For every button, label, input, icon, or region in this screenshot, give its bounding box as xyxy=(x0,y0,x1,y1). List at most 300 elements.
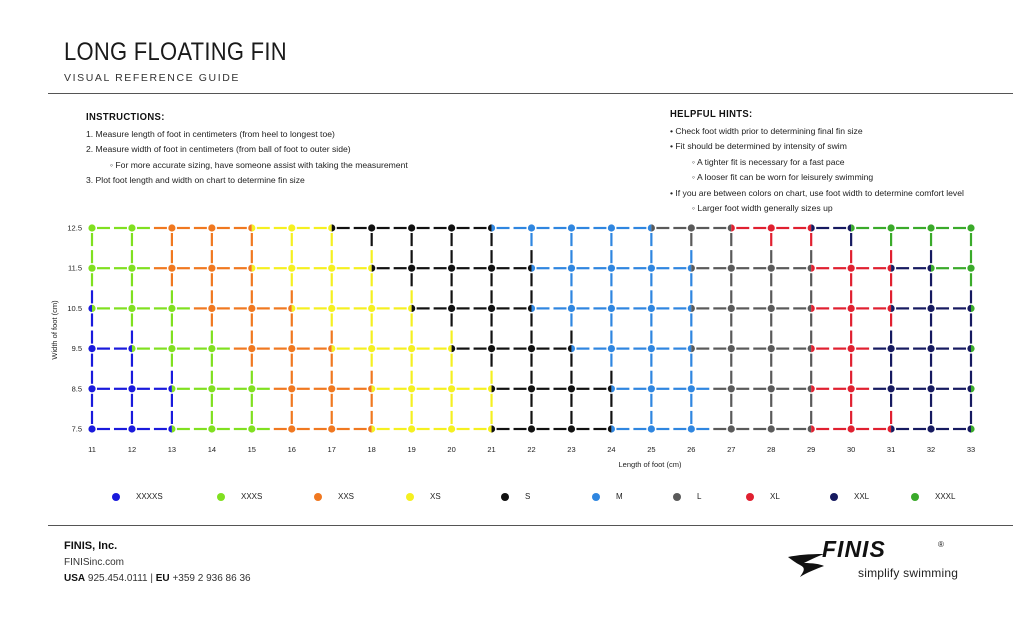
data-point-left-half xyxy=(448,345,452,352)
data-point-split xyxy=(128,345,135,352)
hint-subitem: ◦ Larger foot width generally sizes up xyxy=(692,203,833,213)
data-point xyxy=(88,425,95,432)
instruction-item: 2. Measure width of foot in centimeters (from ball of foot to outer side) xyxy=(86,144,351,154)
data-point-left-half xyxy=(528,265,532,272)
data-point-left-half xyxy=(688,265,692,272)
data-point-right-half xyxy=(811,385,815,392)
data-point-right-half xyxy=(172,385,176,392)
data-point xyxy=(128,385,135,392)
legend-swatch xyxy=(501,493,509,501)
instruction-item: 3. Plot foot length and width on chart to determine fin size xyxy=(86,175,305,185)
data-point xyxy=(408,385,415,392)
data-point xyxy=(208,305,215,312)
data-point-right-half xyxy=(691,305,695,312)
data-point-right-half xyxy=(731,224,735,231)
legend-item-xxxl xyxy=(911,492,955,501)
data-point-right-half xyxy=(811,425,815,432)
legend-label: XXXS xyxy=(241,492,263,501)
x-tick-label: 30 xyxy=(846,445,856,454)
legend-label: S xyxy=(525,492,531,501)
data-point xyxy=(648,345,655,352)
data-point xyxy=(248,345,255,352)
data-point xyxy=(88,345,95,352)
x-tick-label: 13 xyxy=(167,445,177,454)
x-tick-label: 28 xyxy=(767,445,776,454)
data-point-left-half xyxy=(488,224,492,231)
x-tick-label: 12 xyxy=(127,445,137,454)
data-point xyxy=(328,385,335,392)
data-point-left-half xyxy=(808,425,812,432)
data-point-left-half xyxy=(168,385,172,392)
data-point-left-half xyxy=(608,425,612,432)
data-point-right-half xyxy=(452,345,456,352)
data-point xyxy=(927,385,934,392)
data-point-split xyxy=(168,425,175,432)
data-point-right-half xyxy=(412,305,416,312)
data-point-left-half xyxy=(368,385,372,392)
data-point xyxy=(168,265,175,272)
data-point-left-half xyxy=(887,425,891,432)
data-point-split xyxy=(887,425,894,432)
data-point-right-half xyxy=(172,425,176,432)
data-point-left-half xyxy=(488,425,492,432)
data-point-split xyxy=(488,224,495,231)
data-point xyxy=(568,425,575,432)
data-point xyxy=(927,425,934,432)
y-tick-label: 10.5 xyxy=(67,303,82,313)
data-point-left-half xyxy=(528,305,532,312)
data-point-right-half xyxy=(811,224,815,231)
data-point-split xyxy=(408,305,415,312)
hints-heading: HELPFUL HINTS: xyxy=(670,108,753,120)
data-point xyxy=(927,345,934,352)
data-point xyxy=(288,345,295,352)
data-point-split xyxy=(168,385,175,392)
x-tick-label: 31 xyxy=(886,445,896,454)
data-point xyxy=(168,224,175,231)
legend-item-xl xyxy=(746,492,780,501)
data-point-right-half xyxy=(971,345,975,352)
data-point-left-half xyxy=(848,224,852,231)
data-point xyxy=(728,305,735,312)
data-point-left-half xyxy=(248,265,252,272)
data-point-left-half xyxy=(887,305,891,312)
data-point-split xyxy=(848,224,855,231)
data-point xyxy=(288,265,295,272)
data-point-right-half xyxy=(811,265,815,272)
legend-label: M xyxy=(616,492,623,501)
data-point-right-half xyxy=(611,425,615,432)
data-point xyxy=(887,385,894,392)
legend-item-xxl xyxy=(830,492,869,501)
data-point-split xyxy=(808,425,815,432)
hint-subitem: ◦ A looser fit can be worn for leisurely swimming xyxy=(692,172,874,182)
data-point-split xyxy=(368,385,375,392)
data-point xyxy=(728,385,735,392)
data-point-split xyxy=(688,345,695,352)
data-point xyxy=(848,385,855,392)
data-point xyxy=(648,265,655,272)
legend-item-xs xyxy=(406,492,441,501)
data-point-left-half xyxy=(608,385,612,392)
data-point xyxy=(408,224,415,231)
data-point xyxy=(288,425,295,432)
data-point xyxy=(288,385,295,392)
data-point xyxy=(848,345,855,352)
eu-phone: +359 2 936 86 36 xyxy=(172,573,251,584)
data-point-right-half xyxy=(372,425,376,432)
x-tick-labels xyxy=(88,445,975,454)
data-point xyxy=(688,224,695,231)
data-point-split xyxy=(688,305,695,312)
company-phones xyxy=(64,573,251,584)
phone-separator: | xyxy=(150,573,153,584)
data-point xyxy=(688,425,695,432)
eu-label: EU xyxy=(155,573,170,584)
logo-swoosh-icon xyxy=(788,554,824,577)
data-point xyxy=(128,224,135,231)
data-point-right-half xyxy=(252,224,256,231)
legend-item-xxxs xyxy=(217,492,262,501)
y-tick-labels xyxy=(67,224,82,434)
data-point-right-half xyxy=(931,265,935,272)
data-point xyxy=(608,305,615,312)
data-point-split xyxy=(248,224,255,231)
data-point-left-half xyxy=(808,385,812,392)
data-point-right-half xyxy=(532,305,536,312)
data-point xyxy=(328,425,335,432)
data-point xyxy=(208,224,215,231)
data-point-left-half xyxy=(888,265,892,272)
y-axis-label: Width of foot (cm) xyxy=(50,300,59,360)
x-tick-label: 17 xyxy=(327,445,336,454)
data-point-left-half xyxy=(288,305,292,312)
data-point-right-half xyxy=(891,265,895,272)
data-point-split xyxy=(688,265,695,272)
legend-swatch xyxy=(314,493,322,501)
y-tick-label: 12.5 xyxy=(67,223,82,233)
data-point xyxy=(168,305,175,312)
data-point xyxy=(648,425,655,432)
data-point-left-half xyxy=(88,305,92,312)
data-point xyxy=(887,224,894,231)
data-point-right-half xyxy=(492,385,496,392)
data-point xyxy=(448,265,455,272)
y-tick-label: 9.5 xyxy=(71,344,82,354)
page-subtitle: VISUAL REFERENCE GUIDE xyxy=(64,72,241,84)
data-point-right-half xyxy=(971,425,975,432)
data-point xyxy=(128,425,135,432)
data-point-split xyxy=(88,305,95,312)
data-point-left-half xyxy=(408,305,412,312)
data-point xyxy=(208,425,215,432)
data-point xyxy=(408,425,415,432)
legend-item-xxxxs xyxy=(112,492,163,501)
x-tick-label: 11 xyxy=(88,445,96,454)
data-point-left-half xyxy=(648,224,652,231)
data-point xyxy=(768,385,775,392)
data-point xyxy=(927,305,934,312)
data-point xyxy=(768,345,775,352)
instruction-item: 1. Measure length of foot in centimeters (from heel to longest toe) xyxy=(86,128,335,139)
data-point xyxy=(608,345,615,352)
data-point xyxy=(728,265,735,272)
data-point-right-half xyxy=(811,305,815,312)
x-tick-label: 33 xyxy=(966,445,976,454)
data-point-right-half xyxy=(891,305,895,312)
x-tick-label: 14 xyxy=(207,445,217,454)
data-point xyxy=(728,425,735,432)
data-point-left-half xyxy=(967,385,971,392)
data-point-split xyxy=(248,265,255,272)
legend-label: XXXL xyxy=(935,492,956,501)
data-point xyxy=(768,224,775,231)
data-point xyxy=(248,425,255,432)
data-point xyxy=(248,305,255,312)
data-point xyxy=(128,305,135,312)
y-tick-label: 7.5 xyxy=(71,424,82,434)
legend-item-s xyxy=(501,492,530,501)
data-point-right-half xyxy=(92,305,96,312)
data-point-right-half xyxy=(811,345,815,352)
data-point xyxy=(448,385,455,392)
data-point xyxy=(128,265,135,272)
data-point xyxy=(568,305,575,312)
data-point-split xyxy=(368,265,375,272)
data-point-split xyxy=(608,385,615,392)
data-point xyxy=(448,224,455,231)
data-point xyxy=(848,305,855,312)
data-point-right-half xyxy=(532,265,536,272)
data-point xyxy=(88,224,95,231)
data-point-right-half xyxy=(891,425,895,432)
x-tick-label: 29 xyxy=(807,445,816,454)
data-point-right-half xyxy=(691,345,695,352)
x-tick-label: 24 xyxy=(607,445,616,454)
data-point-right-half xyxy=(252,265,256,272)
data-point-split xyxy=(808,305,815,312)
x-tick-label: 15 xyxy=(247,445,256,454)
data-point-split xyxy=(448,345,455,352)
hint-item: • Check foot width prior to determining final fin size xyxy=(670,125,863,136)
data-point-right-half xyxy=(332,345,336,352)
logo-registered: ® xyxy=(938,540,944,549)
legend-item-l xyxy=(673,492,701,501)
legend-label: XL xyxy=(770,492,780,501)
data-point xyxy=(688,385,695,392)
data-point-left-half xyxy=(168,425,172,432)
data-point-split xyxy=(648,224,655,231)
data-point-right-half xyxy=(651,224,655,231)
data-point xyxy=(528,385,535,392)
x-tick-label: 20 xyxy=(447,445,456,454)
data-point-left-half xyxy=(368,265,372,272)
data-point xyxy=(488,305,495,312)
x-axis-label: Length of foot (cm) xyxy=(618,460,682,469)
data-point-right-half xyxy=(372,265,376,272)
data-point-left-half xyxy=(808,224,812,231)
data-point-left-half xyxy=(728,224,732,231)
data-point-split xyxy=(967,345,974,352)
legend-label: XXL xyxy=(854,492,870,501)
data-point-split xyxy=(888,265,895,272)
data-point xyxy=(608,224,615,231)
data-point xyxy=(768,425,775,432)
data-point-split xyxy=(887,305,894,312)
instructions-heading: INSTRUCTIONS: xyxy=(86,111,165,123)
x-tick-label: 16 xyxy=(287,445,296,454)
data-point xyxy=(967,224,974,231)
data-point-left-half xyxy=(248,224,252,231)
chart-lines xyxy=(92,228,971,429)
company-name: FINIS, Inc. xyxy=(64,540,118,552)
data-point-right-half xyxy=(492,425,496,432)
data-point xyxy=(368,345,375,352)
y-tick-label: 8.5 xyxy=(71,384,82,394)
data-point-right-half xyxy=(611,385,615,392)
legend-label: XXS xyxy=(338,492,355,501)
data-point xyxy=(568,385,575,392)
data-point xyxy=(368,305,375,312)
data-point xyxy=(208,265,215,272)
legend-swatch xyxy=(406,493,414,501)
data-point-split xyxy=(528,265,535,272)
hint-subitem: ◦ A tighter fit is necessary for a fast pace xyxy=(692,156,845,167)
logo-wordmark: FINIS xyxy=(822,536,886,562)
legend-swatch xyxy=(112,493,120,501)
data-point xyxy=(408,345,415,352)
x-tick-label: 21 xyxy=(487,445,496,454)
data-point xyxy=(328,305,335,312)
data-point-split xyxy=(488,385,495,392)
legend-swatch xyxy=(746,493,754,501)
data-point xyxy=(488,265,495,272)
data-point xyxy=(448,425,455,432)
company-url[interactable]: FINISinc.com xyxy=(64,557,125,568)
hint-item: • Fit should be determined by intensity of swim xyxy=(670,141,847,151)
data-point xyxy=(528,345,535,352)
data-point-split xyxy=(808,265,815,272)
data-point-left-half xyxy=(967,345,971,352)
data-point xyxy=(368,224,375,231)
data-point-right-half xyxy=(571,345,575,352)
data-point-right-half xyxy=(332,224,336,231)
data-point xyxy=(208,345,215,352)
data-point-left-half xyxy=(808,305,812,312)
x-tick-label: 26 xyxy=(687,445,696,454)
logo-tagline: simplify swimming xyxy=(858,566,959,580)
data-point xyxy=(568,265,575,272)
legend-swatch xyxy=(217,493,225,501)
x-tick-label: 32 xyxy=(926,445,936,454)
legend-label: XS xyxy=(430,492,441,501)
data-point-split xyxy=(328,345,335,352)
data-point-split xyxy=(568,345,575,352)
data-point-left-half xyxy=(328,345,332,352)
data-point xyxy=(648,305,655,312)
data-point xyxy=(448,305,455,312)
legend-swatch xyxy=(911,493,919,501)
data-point-right-half xyxy=(971,305,975,312)
y-tick-label: 11.5 xyxy=(67,263,82,273)
data-point-split xyxy=(808,345,815,352)
instruction-subitem: ◦ For more accurate sizing, have someone assist with taking the measurement xyxy=(110,159,408,170)
data-point-right-half xyxy=(691,265,695,272)
data-point xyxy=(168,345,175,352)
data-point-left-half xyxy=(328,224,332,231)
data-point xyxy=(408,265,415,272)
data-point xyxy=(488,345,495,352)
data-point-split xyxy=(288,305,295,312)
data-point xyxy=(927,224,934,231)
data-point xyxy=(88,265,95,272)
data-point-right-half xyxy=(492,224,496,231)
data-point xyxy=(967,265,974,272)
data-point xyxy=(328,265,335,272)
data-point xyxy=(288,224,295,231)
legend-swatch xyxy=(830,493,838,501)
x-tick-label: 23 xyxy=(567,445,576,454)
data-point-split xyxy=(328,224,335,231)
data-point-left-half xyxy=(568,345,572,352)
data-point xyxy=(568,224,575,231)
data-point-left-half xyxy=(808,345,812,352)
chart-legend xyxy=(0,492,1024,506)
data-point-right-half xyxy=(132,345,136,352)
data-point-left-half xyxy=(368,425,372,432)
data-point-split xyxy=(927,265,934,272)
data-point xyxy=(848,425,855,432)
data-point-split xyxy=(808,385,815,392)
data-point-split xyxy=(728,224,735,231)
data-point xyxy=(728,345,735,352)
x-tick-label: 19 xyxy=(407,445,416,454)
data-point xyxy=(248,385,255,392)
data-point-left-half xyxy=(128,345,132,352)
page-title: LONG FLOATING FIN xyxy=(64,38,287,66)
data-point-split xyxy=(967,425,974,432)
x-tick-label: 25 xyxy=(647,445,656,454)
data-point-split xyxy=(368,425,375,432)
legend-swatch xyxy=(592,493,600,501)
data-point xyxy=(88,385,95,392)
data-point xyxy=(648,385,655,392)
legend-item-m xyxy=(592,492,623,501)
data-point-split xyxy=(808,224,815,231)
data-point-left-half xyxy=(688,305,692,312)
data-point-split xyxy=(488,425,495,432)
data-point-right-half xyxy=(971,385,975,392)
legend-label: XXXXS xyxy=(136,492,163,501)
data-point-split xyxy=(967,385,974,392)
x-tick-label: 27 xyxy=(727,445,736,454)
data-point xyxy=(528,224,535,231)
data-point-split xyxy=(967,305,974,312)
data-point xyxy=(848,265,855,272)
usa-label: USA xyxy=(64,573,86,584)
data-point xyxy=(528,425,535,432)
data-point-left-half xyxy=(967,305,971,312)
data-point-split xyxy=(608,425,615,432)
data-point-right-half xyxy=(292,305,296,312)
data-point-right-half xyxy=(851,224,855,231)
data-point xyxy=(887,345,894,352)
data-point xyxy=(768,305,775,312)
data-point xyxy=(608,265,615,272)
hint-item: • If you are between colors on chart, use foot width to determine comfort level xyxy=(670,187,964,198)
legend-swatch xyxy=(673,493,681,501)
data-point xyxy=(768,265,775,272)
